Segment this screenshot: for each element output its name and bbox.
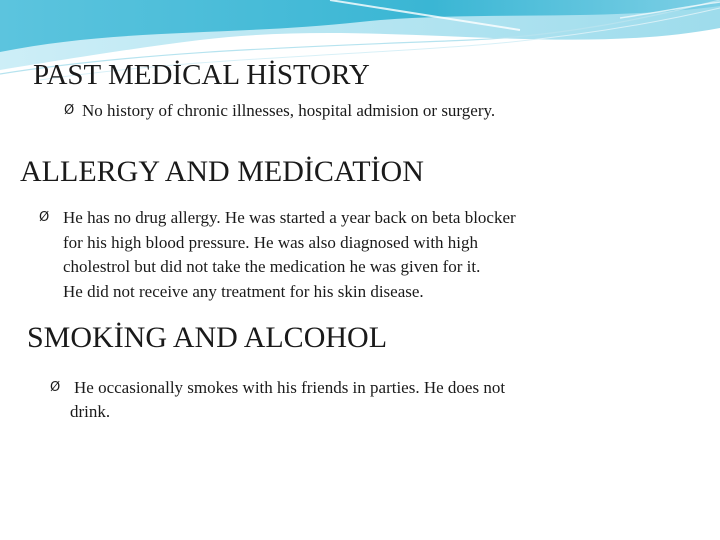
smoking-and-alcohol-bullet [50,376,610,424]
allergy-line: He did not receive any treatment for his skin disease. [63,281,424,301]
arrowhead-bullet-icon: Ø [39,210,50,225]
allergy-line: for his high blood pressure. He was also diagnosed with high [63,232,479,252]
smoking-line: He occasionally smokes with his friends in parties. He does not [74,378,506,397]
allergy-and-medication-text [63,206,516,304]
arrowhead-bullet-icon: Ø [50,380,61,395]
past-medical-history-bullet [64,99,495,123]
past-medical-history-text: No history of chronic illnesses, hospital admision or surgery. [82,101,496,120]
past-medical-history-heading: PAST MEDİCAL HİSTORY [33,59,370,91]
allergy-and-medication-bullet [39,206,629,304]
arrowhead-bullet-icon: Ø [64,103,75,118]
allergy-and-medication-heading: ALLERGY AND MEDİCATİON [20,155,424,188]
smoking-and-alcohol-heading: SMOKİNG AND ALCOHOL [27,321,388,354]
smoking-line: drink. [70,402,111,421]
smoking-and-alcohol-text [70,376,506,424]
allergy-line: He has no drug allergy. He was started a year back on beta blocker [63,208,516,227]
allergy-line: cholestrol but did not take the medication he was given for it. [63,257,481,276]
